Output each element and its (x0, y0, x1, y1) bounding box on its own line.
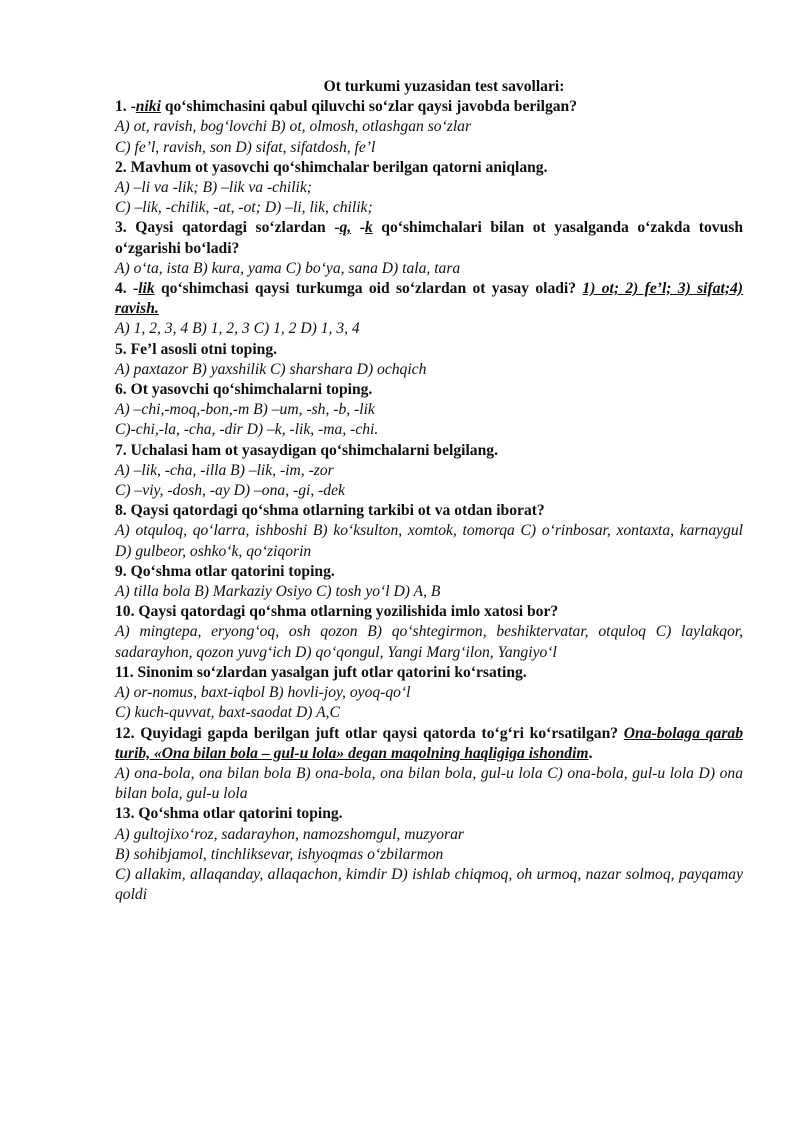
question-5: 5. Fe’l asosli otni toping. (115, 340, 278, 358)
question-8: 8. Qaysi qatordagi qo‘shma otlarning tarkibi ot va otdan iborat? (115, 502, 545, 520)
answer-line: A) –chi,-moq,-bon,-m B) –um, -sh, -b, -lik (115, 401, 375, 419)
answer-line: A) 1, 2, 3, 4 B) 1, 2, 3 C) 1, 2 D) 1, 3, 4 (115, 320, 360, 338)
answer-line: C) –viy, -dosh, -ay D) –ona, -gi, -dek (115, 482, 345, 500)
answer-line: C) –lik, -chilik, -at, -ot; D) –li, lik, chilik; (115, 199, 373, 217)
question-1 (115, 97, 743, 117)
answer-line: B) sohibjamol, tinchliksevar, ishyoqmas o‘zbilarmon (115, 845, 444, 863)
answer-line: A) paxtazor B) yaxshilik C) sharshara D) ochqich (115, 360, 427, 378)
question-text: 12. Quyidagi gapda berilgan juft otlar qaysi qatorda to‘g‘ri ko‘rsatilgan? (115, 724, 624, 742)
page-title: Ot turkumi yuzasidan test savollari: (323, 78, 565, 95)
highlighted-suffix: q, (339, 219, 352, 237)
question-text: qo‘shimchasi qaysi turkumga oid so‘zlardan ot yasay oladi? (154, 280, 583, 298)
answer-line: C)-chi,-la, -cha, -dir D) –k, -lik, -ma, -chi. (115, 421, 379, 439)
highlighted-suffix: k (364, 219, 373, 237)
answer-line: A) tilla bola B) Markaziy Osiyo C) tosh yo‘l D) A, B (115, 583, 441, 601)
question-text: 3. Qaysi qatordagi so‘zlardan - (115, 219, 340, 237)
answer-line: A) o‘ta, ista B) kura, yama C) bo‘ya, sana D) tala, tara (115, 259, 461, 277)
answer-line: A) gultojixo‘roz, sadarayhon, namozshomgul, muzyorar (115, 825, 464, 843)
answer-line: A) ot, ravish, bog‘lovchi B) ot, olmosh, otlashgan so‘zlar (115, 118, 472, 136)
answer-line: C) allakim, allaqanday, allaqachon, kimdir D) ishlab chiqmoq, oh urmoq, nazar solmoq, payqamay qoldi (115, 865, 743, 904)
question-13: 13. Qo‘shma otlar qatorini toping. (115, 805, 343, 823)
question-text: . (588, 744, 593, 762)
answer-line: A) otquloq, qo‘larra, ishboshi B) ko‘ksulton, xomtok, tomorqa C) o‘rinbosar, xontaxta, karnaygul D) gulbeor, oshko‘k, qo‘ziqorin (115, 522, 743, 560)
highlighted-suffix: lik (138, 280, 155, 298)
highlighted-options: 1) ot; 2) fe’l; 3) sifat;4) ravish. (115, 280, 744, 318)
question-text: 4. - (115, 280, 139, 298)
question-7: 7. Uchalasi ham ot yasaydigan qo‘shimchalarni belgilang. (115, 441, 498, 459)
answer-line: C) kuch-quvvat, baxt-saodat D) A,C (115, 704, 340, 722)
question-3 (115, 218, 743, 258)
question-4 (115, 279, 743, 319)
answer-line: A) mingtepa, eryong‘oq, osh qozon B) qo‘shtegirmon, beshiktervatar, otquloq C) laylakqor, sadarayhon, qozon yuvg‘ich D) qo‘qongul, Yangi Marg‘ilon, Yangiyo‘l (115, 623, 743, 661)
question-11: 11. Sinonim so‘zlardan yasalgan juft otlar qatorini ko‘rsating. (115, 663, 527, 681)
answer-line: A) –li va -lik; B) –lik va -chilik; (115, 179, 313, 197)
question-12 (115, 724, 743, 764)
question-text: - (351, 219, 365, 237)
highlighted-sentence: Ona-bolaga qarab turib, «Ona bilan bola – gul-u lola» degan maqolning haqligiga ishondim (115, 724, 743, 762)
question-text: qo‘shimchalari bilan ot yasalganda o‘zakda tovush o‘zgarishi bo‘ladi? (115, 219, 744, 257)
question-9: 9. Qo‘shma otlar qatorini toping. (115, 562, 335, 580)
question-text: 1. - (115, 98, 136, 116)
answer-line: A) or-nomus, baxt-iqbol B) hovli-joy, oyoq-qo‘l (115, 684, 411, 702)
answer-line: A) ona-bola, ona bilan bola B) ona-bola, ona bilan bola, gul-u lola C) ona-bola, gul-u lola D) ona bilan bola, gul-u lola (115, 764, 743, 803)
question-2: 2. Mavhum ot yasovchi qo‘shimchalar berilgan qatorni aniqlang. (115, 158, 548, 176)
highlighted-suffix: niki (135, 98, 161, 116)
answer-line: A) –lik, -cha, -illa B) –lik, -im, -zor (115, 461, 334, 479)
answer-line: C) fe’l, ravish, son D) sifat, sifatdosh, fe’l (115, 138, 376, 156)
question-10: 10. Qaysi qatordagi qo‘shma otlarning yozilishida imlo xatosi bor? (115, 603, 559, 621)
question-6: 6. Ot yasovchi qo‘shimchalarni toping. (115, 381, 373, 399)
question-text: qo‘shimchasini qabul qiluvchi so‘zlar qaysi javobda berilgan? (160, 98, 578, 116)
